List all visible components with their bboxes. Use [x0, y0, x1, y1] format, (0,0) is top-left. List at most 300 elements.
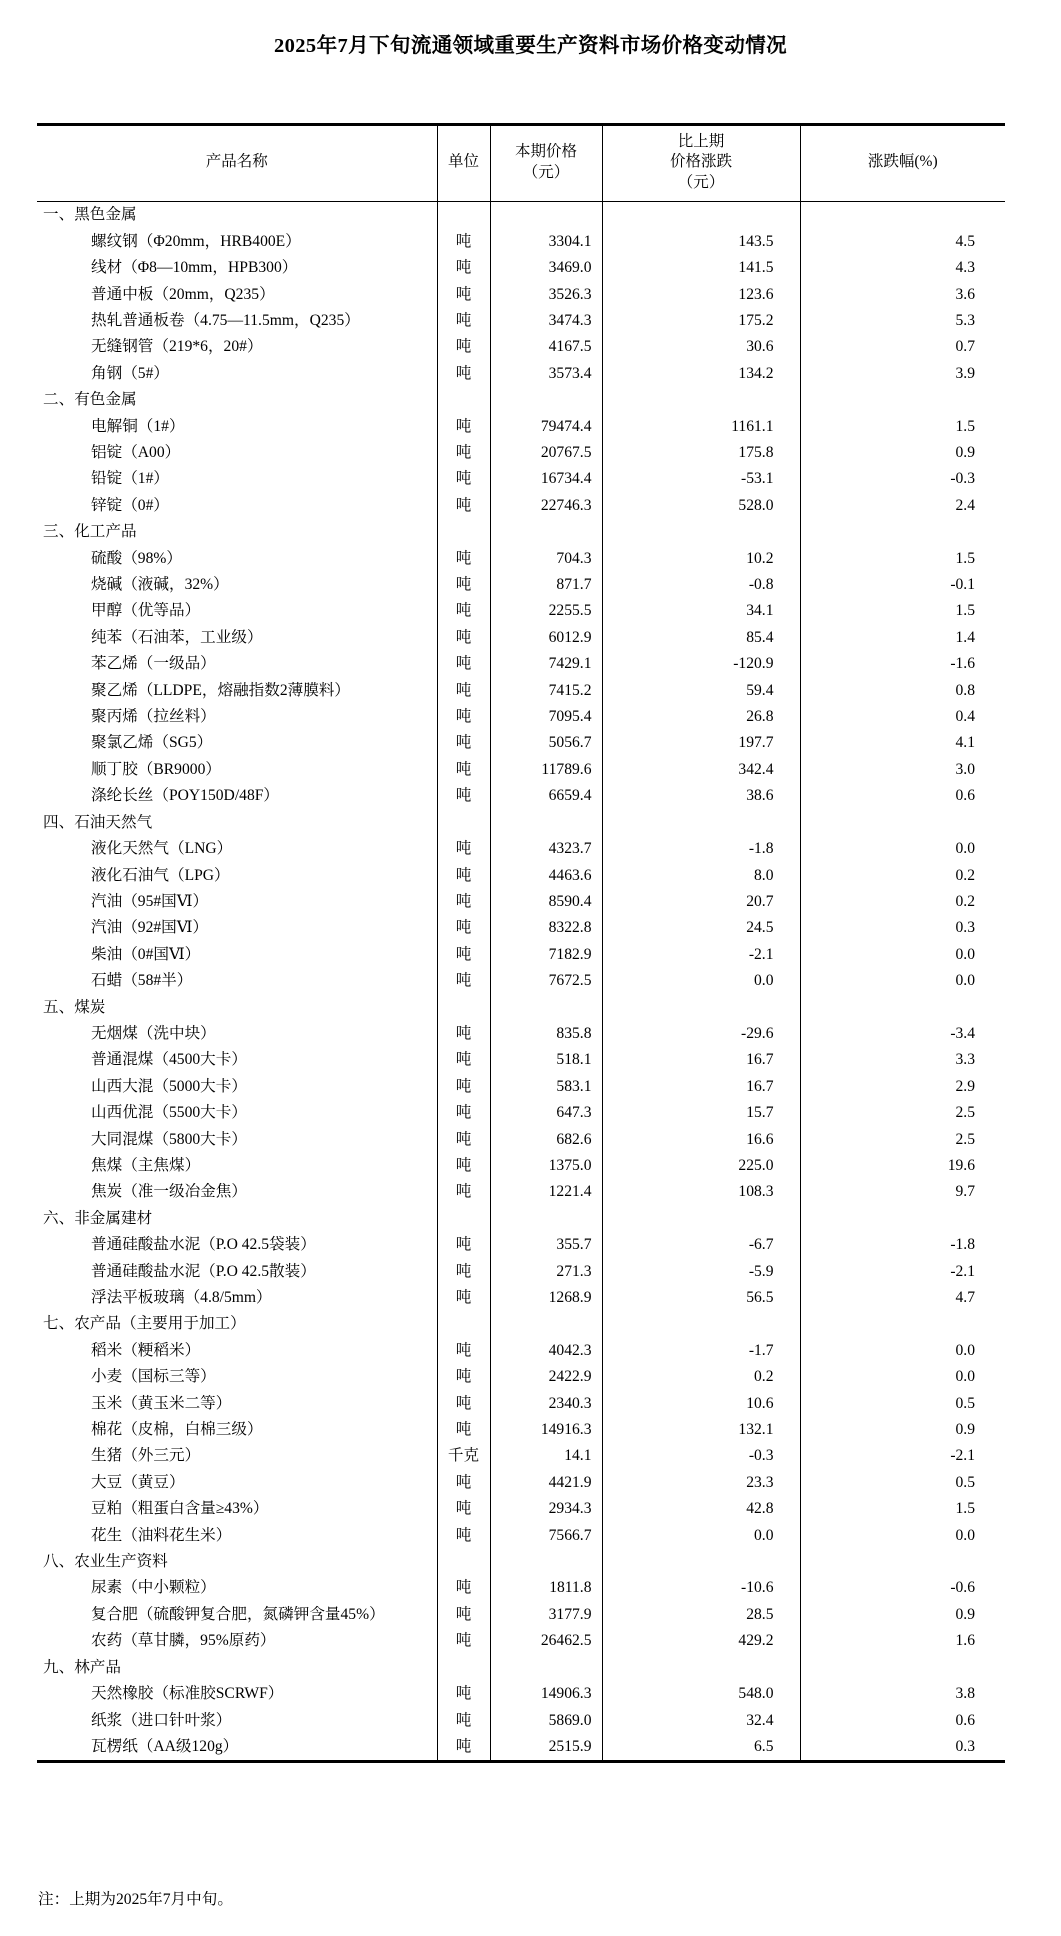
product-unit: 吨	[437, 1602, 490, 1628]
product-unit: 吨	[437, 255, 490, 281]
product-name: 生猪（外三元）	[91, 1447, 201, 1465]
product-name: 稻米（粳稻米）	[91, 1341, 201, 1359]
product-name: 热轧普通板卷（4.75—11.5mm，Q235）	[91, 311, 360, 329]
product-unit: 吨	[437, 889, 490, 915]
product-current-price: 8590.4	[490, 889, 602, 915]
product-unit: 吨	[437, 678, 490, 704]
product-unit: 吨	[437, 493, 490, 519]
product-percent-change: 0.5	[800, 1391, 1005, 1417]
table-section-row	[37, 202, 1005, 229]
product-percent-change: -0.1	[800, 572, 1005, 598]
table-row	[37, 1523, 1005, 1549]
product-unit: 吨	[437, 598, 490, 624]
table-row	[37, 1708, 1005, 1734]
product-unit: 吨	[437, 968, 490, 994]
product-percent-change: 0.0	[800, 836, 1005, 862]
product-unit: 吨	[437, 1338, 490, 1364]
table-section-row	[37, 810, 1005, 836]
product-percent-change: 4.3	[800, 255, 1005, 281]
product-price-change: 6.5	[602, 1734, 800, 1762]
product-current-price: 6659.4	[490, 783, 602, 809]
product-percent-change: 2.9	[800, 1074, 1005, 1100]
product-percent-change: -1.6	[800, 651, 1005, 677]
product-current-price: 3304.1	[490, 229, 602, 255]
product-percent-change: 0.0	[800, 968, 1005, 994]
product-price-change: 1161.1	[602, 414, 800, 440]
product-percent-change	[800, 1655, 1005, 1681]
product-name: 纸浆（进口针叶浆）	[91, 1711, 232, 1729]
product-price-change	[602, 995, 800, 1021]
table-row	[37, 1628, 1005, 1654]
product-price-change: -1.7	[602, 1338, 800, 1364]
product-price-change: 108.3	[602, 1179, 800, 1205]
column-header-current-price-line1: 本期价格	[514, 143, 577, 161]
table-row	[37, 836, 1005, 862]
product-name: 涤纶长丝（POY150D/48F）	[91, 787, 280, 805]
product-current-price: 16734.4	[490, 466, 602, 492]
table-row	[37, 1100, 1005, 1126]
product-price-change: 56.5	[602, 1285, 800, 1311]
product-price-change: 23.3	[602, 1470, 800, 1496]
table-section-row	[37, 1549, 1005, 1575]
product-percent-change	[800, 202, 1005, 229]
product-name: 豆粕（粗蛋白含量≥43%）	[91, 1500, 269, 1518]
table-row	[37, 1285, 1005, 1311]
product-current-price	[490, 1549, 602, 1575]
product-price-change: 16.7	[602, 1047, 800, 1073]
product-percent-change: 0.6	[800, 1708, 1005, 1734]
product-price-change: -5.9	[602, 1259, 800, 1285]
product-percent-change: 0.9	[800, 1602, 1005, 1628]
table-row	[37, 678, 1005, 704]
product-current-price	[490, 1311, 602, 1337]
product-current-price	[490, 519, 602, 545]
product-name: 大豆（黄豆）	[91, 1473, 185, 1491]
section-label: 一、黑色金属	[43, 206, 137, 224]
product-unit: 吨	[437, 1259, 490, 1285]
product-name: 无烟煤（洗中块）	[91, 1024, 216, 1042]
product-current-price: 11789.6	[490, 757, 602, 783]
product-name: 石蜡（58#半）	[91, 972, 193, 990]
product-name: 花生（油料花生米）	[91, 1526, 232, 1544]
product-name: 铅锭（1#）	[91, 470, 169, 488]
section-label: 三、化工产品	[43, 523, 137, 541]
product-unit: 吨	[437, 546, 490, 572]
product-price-change: 85.4	[602, 625, 800, 651]
product-percent-change	[800, 810, 1005, 836]
product-current-price: 7566.7	[490, 1523, 602, 1549]
product-current-price: 5869.0	[490, 1708, 602, 1734]
product-price-change: 528.0	[602, 493, 800, 519]
product-name: 柴油（0#国Ⅵ）	[91, 945, 201, 963]
product-percent-change: 0.9	[800, 1417, 1005, 1443]
table-row	[37, 1179, 1005, 1205]
product-price-change: 15.7	[602, 1100, 800, 1126]
product-unit: 吨	[437, 1708, 490, 1734]
product-current-price	[490, 995, 602, 1021]
product-unit: 吨	[437, 1364, 490, 1390]
product-current-price: 2340.3	[490, 1391, 602, 1417]
product-price-change: 59.4	[602, 678, 800, 704]
table-row	[37, 1047, 1005, 1073]
product-unit: 吨	[437, 466, 490, 492]
product-unit	[437, 1655, 490, 1681]
product-percent-change: 1.5	[800, 1496, 1005, 1522]
product-name: 普通中板（20mm，Q235）	[91, 285, 275, 303]
product-name: 山西大混（5000大卡）	[91, 1077, 247, 1095]
product-name: 无缝钢管（219*6，20#）	[91, 338, 263, 356]
product-percent-change: 0.5	[800, 1470, 1005, 1496]
product-percent-change: 0.2	[800, 863, 1005, 889]
table-row	[37, 704, 1005, 730]
table-row	[37, 1127, 1005, 1153]
column-header-current-price-line2: （元）	[522, 163, 570, 181]
product-current-price: 2515.9	[490, 1734, 602, 1762]
product-percent-change: 0.3	[800, 915, 1005, 941]
product-current-price: 6012.9	[490, 625, 602, 651]
product-unit: 吨	[437, 836, 490, 862]
product-unit: 吨	[437, 1628, 490, 1654]
product-percent-change	[800, 387, 1005, 413]
product-current-price: 14906.3	[490, 1681, 602, 1707]
product-current-price	[490, 387, 602, 413]
table-section-row	[37, 387, 1005, 413]
product-current-price: 4042.3	[490, 1338, 602, 1364]
product-name: 铝锭（A00）	[91, 444, 181, 462]
column-header-price-change-line2: 价格涨跌	[669, 153, 732, 171]
product-price-change: -0.3	[602, 1443, 800, 1469]
product-percent-change: 2.4	[800, 493, 1005, 519]
product-current-price: 583.1	[490, 1074, 602, 1100]
product-current-price: 8322.8	[490, 915, 602, 941]
product-price-change	[602, 202, 800, 229]
table-row	[37, 334, 1005, 360]
table-row	[37, 255, 1005, 281]
product-percent-change: 3.3	[800, 1047, 1005, 1073]
table-row	[37, 730, 1005, 756]
product-unit	[437, 1311, 490, 1337]
product-unit	[437, 810, 490, 836]
product-name: 普通硅酸盐水泥（P.O 42.5散装）	[91, 1262, 316, 1280]
product-price-change: -2.1	[602, 942, 800, 968]
product-current-price: 1221.4	[490, 1179, 602, 1205]
product-price-change: 225.0	[602, 1153, 800, 1179]
product-price-change: 548.0	[602, 1681, 800, 1707]
product-unit: 吨	[437, 1074, 490, 1100]
table-row	[37, 229, 1005, 255]
product-percent-change: 19.6	[800, 1153, 1005, 1179]
product-current-price: 1268.9	[490, 1285, 602, 1311]
product-price-change: 0.2	[602, 1364, 800, 1390]
product-percent-change: 1.6	[800, 1628, 1005, 1654]
product-current-price: 4323.7	[490, 836, 602, 862]
table-row	[37, 942, 1005, 968]
table-row	[37, 651, 1005, 677]
product-price-change: 38.6	[602, 783, 800, 809]
product-price-change: 197.7	[602, 730, 800, 756]
product-unit: 吨	[437, 1153, 490, 1179]
product-current-price: 1811.8	[490, 1575, 602, 1601]
table-header-row	[37, 125, 1005, 202]
product-price-change	[602, 810, 800, 836]
product-unit: 吨	[437, 1523, 490, 1549]
product-price-change: 134.2	[602, 361, 800, 387]
table-row	[37, 493, 1005, 519]
section-label: 二、有色金属	[43, 391, 137, 409]
product-percent-change: 3.0	[800, 757, 1005, 783]
product-unit: 吨	[437, 1470, 490, 1496]
product-name: 天然橡胶（标准胶SCRWF）	[91, 1685, 284, 1703]
product-price-change: 175.2	[602, 308, 800, 334]
product-price-change: 8.0	[602, 863, 800, 889]
product-percent-change	[800, 995, 1005, 1021]
product-name: 山西优混（5500大卡）	[91, 1104, 247, 1122]
product-current-price: 2422.9	[490, 1364, 602, 1390]
product-current-price: 3474.3	[490, 308, 602, 334]
product-price-change: 143.5	[602, 229, 800, 255]
product-unit: 吨	[437, 1127, 490, 1153]
table-row	[37, 546, 1005, 572]
product-percent-change	[800, 519, 1005, 545]
product-price-change: 429.2	[602, 1628, 800, 1654]
product-current-price: 79474.4	[490, 414, 602, 440]
product-current-price: 14916.3	[490, 1417, 602, 1443]
column-header-price-change-line3: （元）	[677, 173, 725, 191]
product-name: 汽油（95#国Ⅵ）	[91, 892, 209, 910]
product-percent-change: 0.0	[800, 942, 1005, 968]
product-name: 浮法平板玻璃（4.8/5mm）	[91, 1289, 272, 1307]
table-row	[37, 598, 1005, 624]
product-price-change	[602, 1311, 800, 1337]
product-price-change: 30.6	[602, 334, 800, 360]
product-price-change	[602, 1549, 800, 1575]
section-label: 五、煤炭	[43, 998, 106, 1016]
product-price-change: 0.0	[602, 968, 800, 994]
product-price-change: 26.8	[602, 704, 800, 730]
product-percent-change: 5.3	[800, 308, 1005, 334]
section-label: 七、农产品（主要用于加工）	[43, 1315, 246, 1333]
product-unit: 吨	[437, 1575, 490, 1601]
table-row	[37, 1496, 1005, 1522]
table-row	[37, 863, 1005, 889]
product-current-price: 355.7	[490, 1232, 602, 1258]
product-name: 大同混煤（5800大卡）	[91, 1130, 247, 1148]
product-unit: 吨	[437, 361, 490, 387]
product-current-price: 5056.7	[490, 730, 602, 756]
product-current-price: 518.1	[490, 1047, 602, 1073]
product-percent-change: 0.2	[800, 889, 1005, 915]
product-name: 尿素（中小颗粒）	[91, 1579, 216, 1597]
product-current-price: 7182.9	[490, 942, 602, 968]
product-unit: 吨	[437, 308, 490, 334]
product-percent-change: 0.8	[800, 678, 1005, 704]
product-percent-change: 4.7	[800, 1285, 1005, 1311]
product-current-price: 4421.9	[490, 1470, 602, 1496]
product-unit	[437, 1549, 490, 1575]
product-percent-change: 1.5	[800, 598, 1005, 624]
product-price-change: 16.6	[602, 1127, 800, 1153]
column-header-unit: 单位	[437, 125, 490, 202]
product-percent-change	[800, 1311, 1005, 1337]
product-percent-change: 0.3	[800, 1734, 1005, 1762]
product-current-price: 22746.3	[490, 493, 602, 519]
section-label: 四、石油天然气	[43, 813, 153, 831]
product-current-price: 3469.0	[490, 255, 602, 281]
product-percent-change: 2.5	[800, 1100, 1005, 1126]
column-header-price-change	[602, 125, 800, 202]
table-row	[37, 625, 1005, 651]
product-price-change: 123.6	[602, 282, 800, 308]
table-section-row	[37, 1206, 1005, 1232]
product-unit	[437, 519, 490, 545]
table-header	[37, 125, 1005, 202]
product-name: 苯乙烯（一级品）	[91, 655, 216, 673]
table-row	[37, 1338, 1005, 1364]
product-percent-change: -0.6	[800, 1575, 1005, 1601]
column-header-price-change-line1: 比上期	[677, 133, 725, 150]
product-name: 玉米（黄玉米二等）	[91, 1394, 232, 1412]
product-percent-change: 0.9	[800, 440, 1005, 466]
product-unit: 吨	[437, 414, 490, 440]
product-name: 聚乙烯（LLDPE，熔融指数2薄膜料）	[91, 681, 351, 699]
product-current-price	[490, 810, 602, 836]
table-row	[37, 1364, 1005, 1390]
product-unit: 吨	[437, 942, 490, 968]
product-price-change: 34.1	[602, 598, 800, 624]
product-unit: 吨	[437, 1047, 490, 1073]
product-name: 角钢（5#）	[91, 364, 169, 382]
product-price-change: 32.4	[602, 1708, 800, 1734]
product-name: 瓦楞纸（AA级120g）	[37, 1734, 437, 1762]
product-name: 聚氯乙烯（SG5）	[91, 734, 213, 752]
product-price-change: -29.6	[602, 1021, 800, 1047]
product-percent-change: 1.5	[800, 546, 1005, 572]
product-percent-change: 9.7	[800, 1179, 1005, 1205]
product-unit: 吨	[437, 1100, 490, 1126]
product-unit: 吨	[437, 651, 490, 677]
product-percent-change: 1.5	[800, 414, 1005, 440]
section-label: 六、非金属建材	[43, 1209, 153, 1227]
product-percent-change: 0.7	[800, 334, 1005, 360]
product-percent-change: -1.8	[800, 1232, 1005, 1258]
product-current-price: 3573.4	[490, 361, 602, 387]
table-row	[37, 1391, 1005, 1417]
product-unit: 吨	[437, 704, 490, 730]
table-row	[37, 1681, 1005, 1707]
product-price-change: -120.9	[602, 651, 800, 677]
product-current-price: 682.6	[490, 1127, 602, 1153]
product-current-price	[490, 1655, 602, 1681]
product-percent-change: 0.0	[800, 1523, 1005, 1549]
product-name: 焦煤（主焦煤）	[91, 1156, 201, 1174]
table-body	[37, 202, 1005, 1762]
product-name: 普通混煤（4500大卡）	[91, 1051, 247, 1069]
product-price-change	[602, 1206, 800, 1232]
product-current-price: 4463.6	[490, 863, 602, 889]
table-row	[37, 1021, 1005, 1047]
product-unit: 吨	[437, 1417, 490, 1443]
product-percent-change: 0.6	[800, 783, 1005, 809]
product-current-price: 2255.5	[490, 598, 602, 624]
price-table-container	[37, 123, 1005, 1763]
product-name: 螺纹钢（Φ20mm，HRB400E）	[91, 232, 301, 250]
product-percent-change: 3.8	[800, 1681, 1005, 1707]
section-label: 八、农业生产资料	[43, 1553, 168, 1571]
product-unit: 吨	[437, 282, 490, 308]
product-unit	[437, 387, 490, 413]
product-unit: 吨	[437, 1496, 490, 1522]
product-price-change	[602, 387, 800, 413]
product-current-price: 271.3	[490, 1259, 602, 1285]
product-current-price: 7429.1	[490, 651, 602, 677]
product-current-price: 704.3	[490, 546, 602, 572]
product-price-change: 0.0	[602, 1523, 800, 1549]
product-percent-change: 3.9	[800, 361, 1005, 387]
product-price-change: -0.8	[602, 572, 800, 598]
product-current-price: 647.3	[490, 1100, 602, 1126]
product-unit: 吨	[437, 783, 490, 809]
product-name: 焦炭（准一级冶金焦）	[91, 1183, 247, 1201]
product-current-price: 835.8	[490, 1021, 602, 1047]
product-name: 纯苯（石油苯，工业级）	[91, 628, 263, 646]
product-price-change	[602, 1655, 800, 1681]
product-current-price	[490, 1206, 602, 1232]
product-price-change: 28.5	[602, 1602, 800, 1628]
product-percent-change: 4.5	[800, 229, 1005, 255]
product-percent-change: 0.0	[800, 1338, 1005, 1364]
product-unit: 吨	[437, 757, 490, 783]
table-row	[37, 1602, 1005, 1628]
product-current-price	[490, 202, 602, 229]
table-row	[37, 783, 1005, 809]
product-current-price: 7672.5	[490, 968, 602, 994]
product-unit	[437, 995, 490, 1021]
product-name: 顺丁胶（BR9000）	[91, 760, 221, 778]
table-row	[37, 1470, 1005, 1496]
table-row	[37, 308, 1005, 334]
table-section-row	[37, 1311, 1005, 1337]
product-name: 液化石油气（LPG）	[91, 866, 230, 884]
product-unit: 吨	[437, 334, 490, 360]
product-name: 复合肥（硫酸钾复合肥，氮磷钾含量45%）	[91, 1605, 385, 1623]
product-unit: 千克	[437, 1443, 490, 1469]
product-price-change: 20.7	[602, 889, 800, 915]
table-note: 注：上期为2025年7月中旬。	[38, 1891, 233, 1908]
product-percent-change: 0.0	[800, 1364, 1005, 1390]
table-row	[37, 1734, 1005, 1762]
product-unit: 吨	[437, 229, 490, 255]
product-price-change: 10.2	[602, 546, 800, 572]
table-row	[37, 282, 1005, 308]
product-current-price: 3177.9	[490, 1602, 602, 1628]
product-current-price: 7095.4	[490, 704, 602, 730]
product-price-change: 10.6	[602, 1391, 800, 1417]
product-current-price: 871.7	[490, 572, 602, 598]
table-row	[37, 1417, 1005, 1443]
product-unit: 吨	[437, 1179, 490, 1205]
table-row	[37, 915, 1005, 941]
product-percent-change	[800, 1549, 1005, 1575]
product-percent-change	[800, 1206, 1005, 1232]
product-price-change: 132.1	[602, 1417, 800, 1443]
table-row	[37, 572, 1005, 598]
product-unit: 吨	[437, 1285, 490, 1311]
price-table	[37, 123, 1005, 1763]
section-label: 九、林产品	[43, 1658, 121, 1676]
product-name: 聚丙烯（拉丝料）	[91, 708, 216, 726]
product-percent-change: 3.6	[800, 282, 1005, 308]
product-unit: 吨	[437, 1391, 490, 1417]
